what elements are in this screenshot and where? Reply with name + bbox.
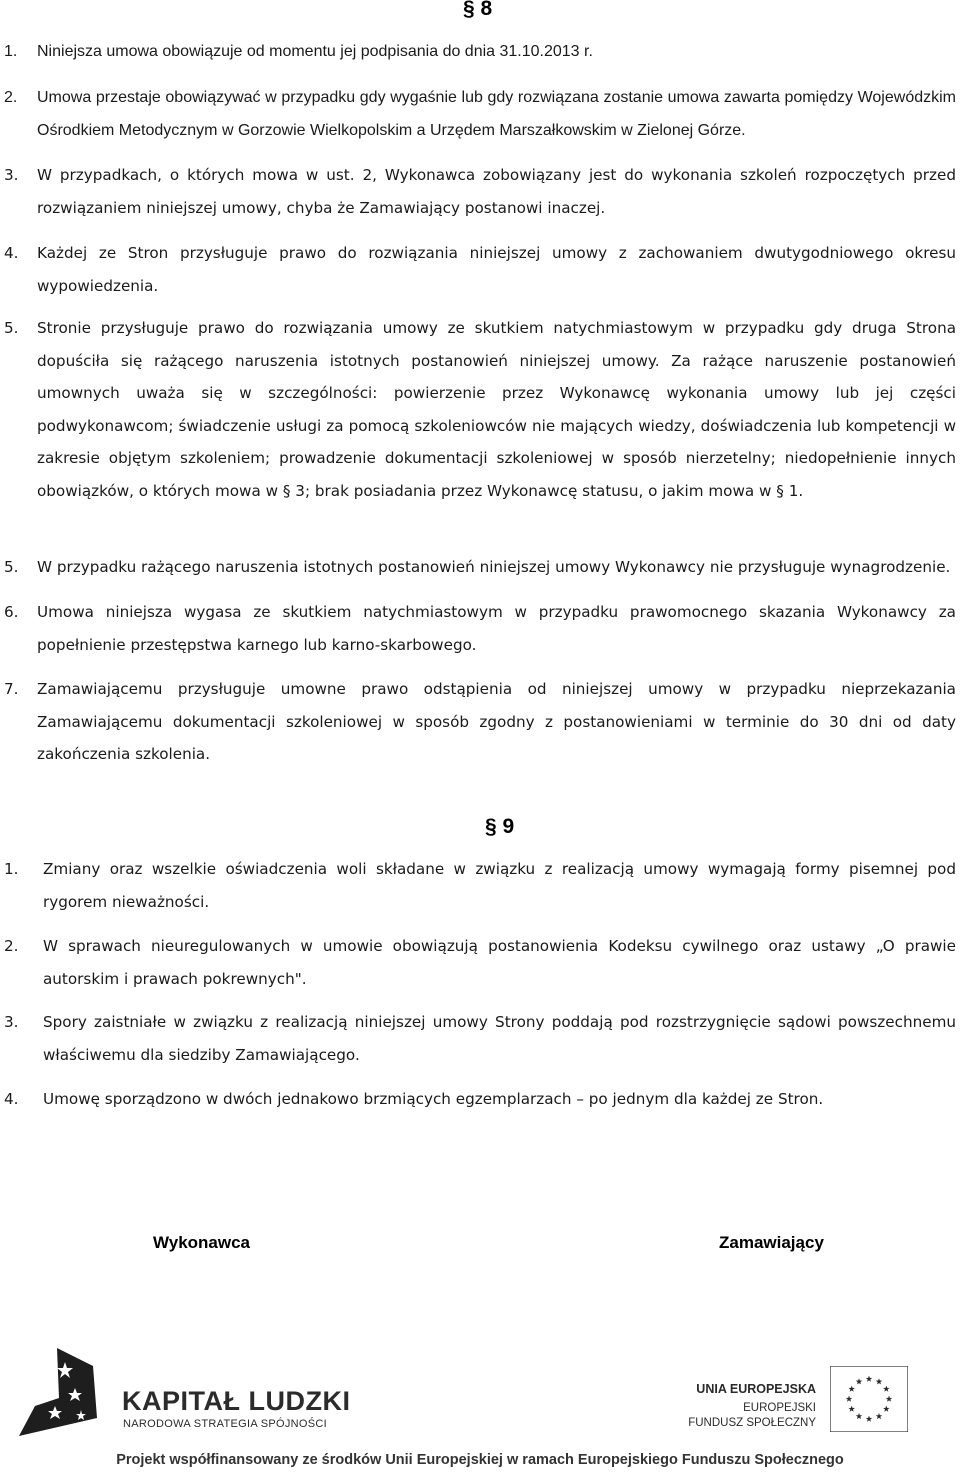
item-number: 1.	[4, 43, 18, 60]
item-number: 7.	[4, 680, 19, 698]
kl-subtitle: NARODOWA STRATEGIA SPÓJNOŚCI	[123, 1418, 327, 1430]
kl-title: KAPITAŁ LUDZKI	[122, 1386, 351, 1416]
item-number: 4.	[4, 1090, 19, 1108]
item-text: W sprawach nieuregulowanych w umowie obowiązują postanowienia Kodeksu cywilnego oraz ustawy „O prawie autorskim i prawach pokrewnych".	[43, 937, 956, 988]
item-number: 5.	[4, 319, 19, 337]
item-number: 2.	[4, 89, 18, 106]
item-number: 5.	[4, 558, 19, 576]
item-number: 3.	[4, 1013, 19, 1031]
ue-line1: UNIA EUROPEJSKA	[696, 1382, 816, 1396]
footer-logos	[0, 1340, 960, 1440]
signature-wykonawca: Wykonawca	[153, 1233, 251, 1252]
section-9-header: § 9	[485, 815, 515, 838]
signature-zamawiajacy: Zamawiający	[719, 1233, 824, 1252]
item-number: 3.	[4, 166, 19, 184]
item-text: Umowa niniejsza wygasa ze skutkiem natychmiastowym w przypadku prawomocnego skazania Wykonawcy za popełnienie przestępstwa karnego lub karno-skarbowego.	[37, 603, 956, 654]
section-8-header: § 8	[463, 0, 493, 20]
ue-line2: EUROPEJSKI	[743, 1402, 816, 1414]
item-text: Niniejsza umowa obowiązuje od momentu jej podpisania do dnia 31.10.2013 r.	[37, 43, 593, 60]
item-text: Spory zaistniałe w związku z realizacją niniejszej umowy Strony poddają pod rozstrzygnięcie sądowi powszechnemu właściwemu dla siedziby Zamawiającego.	[43, 1013, 956, 1064]
item-text: Zmiany oraz wszelkie oświadczenia woli składane w związku z realizacją umowy wymagają formy pisemnej pod rygorem nieważności.	[43, 860, 956, 911]
item-text: W przypadku rażącego naruszenia istotnych postanowień niniejszej umowy Wykonawcy nie przysługuje wynagrodzenie.	[37, 558, 951, 576]
item-text: W przypadkach, o których mowa w ust. 2, Wykonawca zobowiązany jest do wykonania szkoleń rozpoczętych przed rozwiązaniem niniejszej umowy, chyba że Zamawiający postanowi inaczej.	[37, 166, 956, 217]
item-text: Stronie przysługuje prawo do rozwiązania umowy ze skutkiem natychmiastowym w przypadku gdy druga Strona dopuściła się rażącego naruszenia istotnych postanowień niniejszej umowy. Za rażące naruszenie postanowień umownych uważa się w szczególności: powierzenie przez Wykonawcę wykonania umowy lub jej części podwykonawcom; świadczenie usługi za pomocą szkoleniowców nie mających wiedzy, doświadczenia lub kompetencji w zakresie objętym szkoleniem; prowadzenie dokumentacji szkoleniowej w sposób nierzetelny; niedopełnienie innych obowiązków, o których mowa w § 3; brak posiadania przez Wykonawcę statusu, o jakim mowa w § 1.	[37, 319, 956, 500]
item-text: Każdej ze Stron przysługuje prawo do rozwiązania niniejszej umowy z zachowaniem dwutygodniowego okresu wypowiedzenia.	[37, 244, 956, 295]
item-text: Umowa przestaje obowiązywać w przypadku gdy wygaśnie lub gdy rozwiązana zostanie umowa zawarta pomiędzy Wojewódzkim Ośrodkiem Metodycznym w Gorzowie Wielkopolskim a Urzędem Marszałkowskim w Zielonej Górze.	[37, 89, 956, 139]
ue-line3: FUNDUSZ SPOŁECZNY	[688, 1417, 816, 1429]
item-text: Zamawiającemu przysługuje umowne prawo odstąpienia od niniejszej umowy w przypadku nieprzekazania Zamawiającemu dokumentacji szkoleniowej w sposób zgodny z postanowieniami w terminie do 30 dni od daty zakończenia szkolenia.	[37, 680, 956, 763]
eu-flag-icon	[830, 1366, 908, 1432]
footer-note: Projekt współfinansowany ze środków Unii Europejskiej w ramach Europejskiego Funduszu Społecznego	[116, 1452, 844, 1468]
item-text: Umowę sporządzono w dwóch jednakowo brzmiących egzemplarzach – po jednym dla każdej ze Stron.	[43, 1090, 824, 1108]
item-number: 4.	[4, 244, 19, 262]
item-number: 6.	[4, 603, 19, 621]
item-number: 1.	[4, 860, 19, 878]
kapital-ludzki-logo-icon	[5, 1340, 115, 1440]
item-number: 2.	[4, 937, 19, 955]
